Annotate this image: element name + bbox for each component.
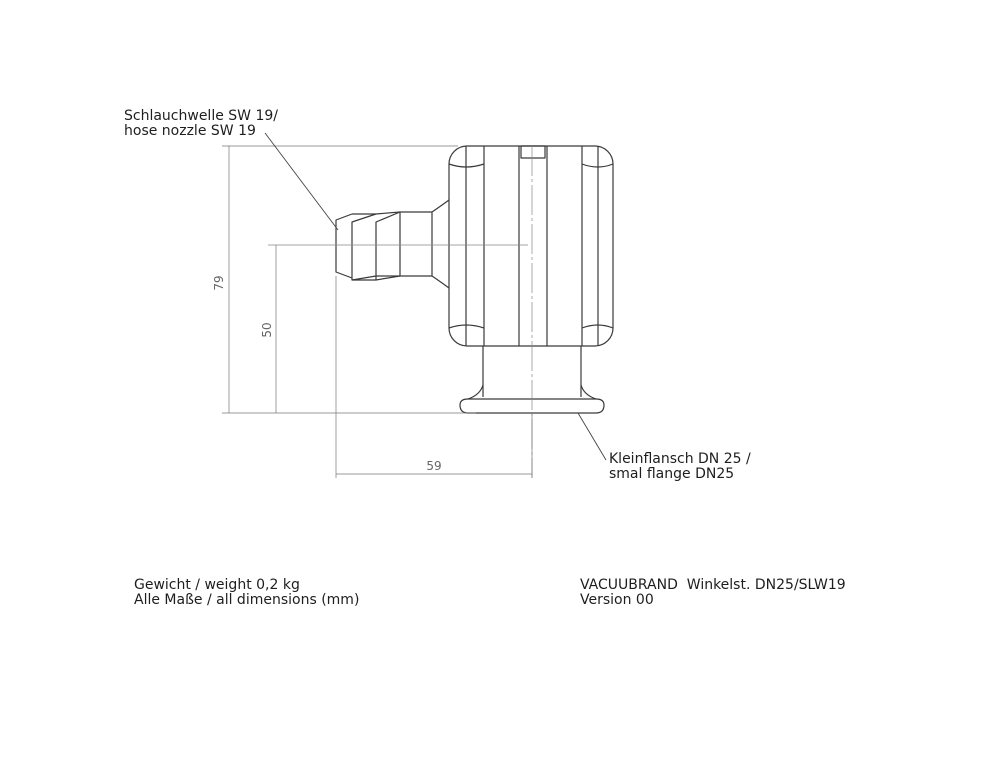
part-name: VACUUBRAND Winkelst. DN25/SLW19: [580, 577, 846, 593]
footer-left: [134, 578, 359, 608]
dimension-lines: [222, 146, 532, 478]
leader-lines: [265, 133, 606, 460]
weight-text: Gewicht / weight 0,2 kg: [134, 577, 300, 593]
dim-width-offset: 59: [426, 459, 442, 473]
hose-nozzle: [336, 200, 449, 288]
center-lines: [268, 146, 532, 478]
elbow-body: [449, 146, 613, 346]
units-text: Alle Maße / all dimensions (mm): [134, 592, 360, 608]
dim-height-total: 79: [212, 275, 226, 291]
callout-flange: [609, 452, 751, 482]
version-text: Version 00: [580, 592, 654, 608]
callout-hose-nozzle-en: hose nozzle SW 19: [124, 123, 256, 139]
footer-right: [580, 578, 846, 608]
callout-flange-en: smal flange DN25: [609, 466, 735, 482]
dim-height-axis: 50: [260, 322, 274, 338]
callout-hose-nozzle: [124, 109, 278, 139]
callout-hose-nozzle-de: Schlauchwelle SW 19/: [124, 108, 278, 124]
callout-flange-de: Kleinflansch DN 25 /: [609, 451, 751, 467]
